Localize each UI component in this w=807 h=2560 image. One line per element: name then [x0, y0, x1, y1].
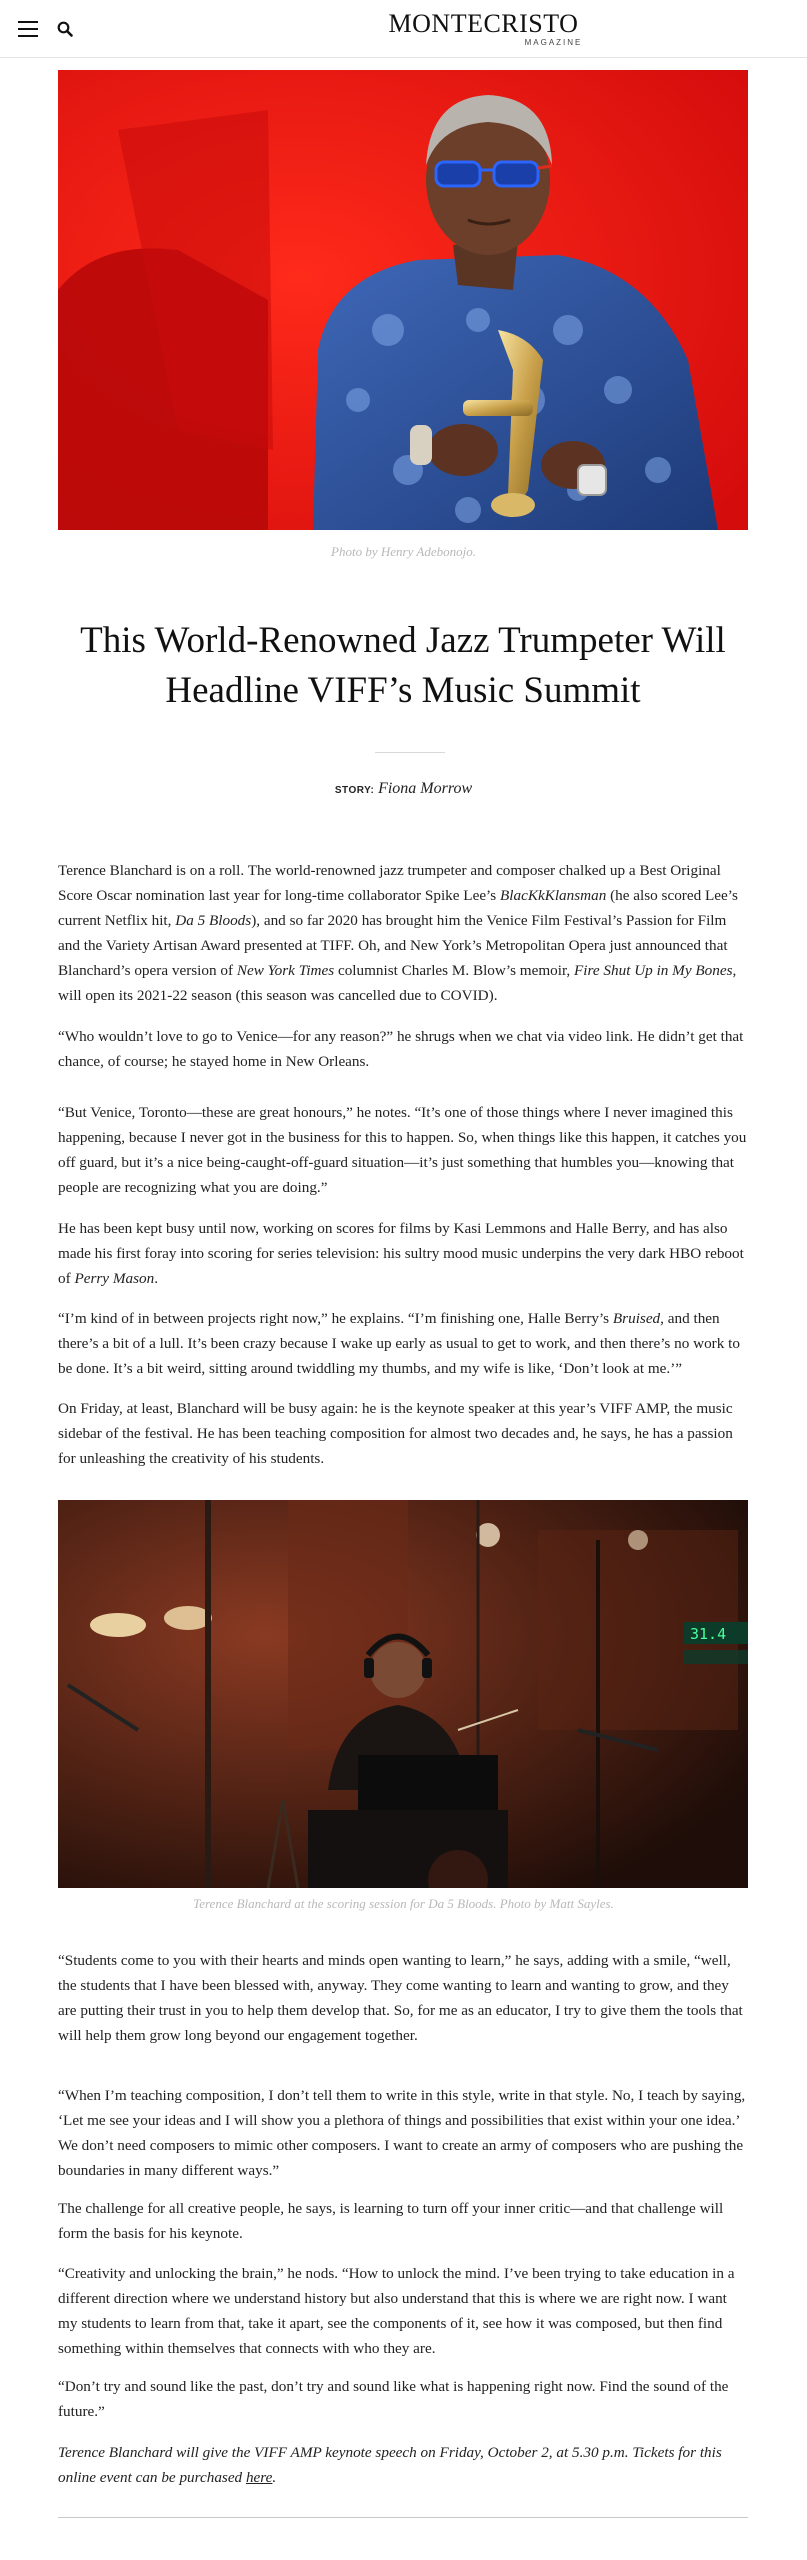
photo2-caption: Terence Blanchard at the scoring session for Da 5 Bloods. Photo by Matt Sayles. [193, 1896, 614, 1911]
hero-image [58, 70, 748, 530]
paragraph-2: “Who wouldn’t love to go to Venice—for any reason?” he shrugs when we chat via video link. He didn’t get that chance, of course; he stayed home in New Orleans. [58, 1028, 744, 1070]
paragraph-6: On Friday, at least, Blanchard will be busy again: he is the keynote speaker at this year’s VIFF AMP, the music sidebar of the festival. He has been teaching composition for almost two decades and, he says, he has a passion for unleashing the creativity of his students. [58, 1400, 733, 1467]
paragraph-4: He has been kept busy until now, working on scores for films by Kasi Lemmons and Halle Berry, and has also made his first foray into scoring for series television: his sultry mood music underpins the very dark HBO reboot of Perry Mason. [58, 1220, 744, 1287]
byline [0, 780, 807, 798]
site-header [0, 0, 807, 58]
studio-display-readout: 31.4 [690, 1625, 727, 1643]
title-divider [375, 752, 445, 753]
bottom-divider [58, 2517, 748, 2518]
logo-subtitle: MAGAZINE [524, 38, 583, 47]
tickets-link[interactable]: here [245, 2469, 273, 2486]
paragraph-3: “But Venice, Toronto—these are great honours,” he notes. “It’s one of those things where I never imagined this happening, because I never got in the business for this to happen. So, when things like this happen, it catches you off guard, but it’s a nice being-caught-off-guard situation—it’s just something that humbles you—knowing that people are recognizing what you are doing.” [58, 1104, 747, 1196]
paragraph-5: “I’m kind of in between projects right now,” he explains. “I’m finishing one, Halle Berry’s Bruised, and then there’s a bit of a lull. It’s been crazy because I wake up early as usual to get to work, and then there’s no work to be done. It’s a bit weird, sitting around twiddling my thumbs, and my wife is like, ‘Don’t look at me.’” [58, 1310, 740, 1377]
author-name[interactable]: Fiona Morrow [378, 780, 473, 797]
paragraph-10: “Creativity and unlocking the brain,” he nods. “How to unlock the mind. I’ve been trying to take education in a different direction where we understand history but also understand that this is where we are right now. I want my students to learn from that, take it apart, see the components of it, see how it was composed, but then find something within themselves that connects with who they are. [58, 2265, 735, 2357]
scoring-session-photo [58, 1500, 748, 1888]
paragraph-1: Terence Blanchard is on a roll. The world-renowned jazz trumpeter and composer chalked up a Best Original Score Oscar nomination last year for long-time collaborator Spike Lee’s BlacKkKlansman (he also scored Lee’s current Netflix hit, Da 5 Bloods), and so far 2020 has brought him the Venice Film Festival’s Passion for Film and the Variety Artisan Award presented at TIFF. Oh, and New York’s Metropolitan Opera just announced that Blanchard’s opera version of New York Times columnist Charles M. Blow’s memoir, Fire Shut Up in My Bones, will open its 2021-22 season (this season was cancelled due to COVID). [58, 862, 738, 1004]
hero-caption: Photo by Henry Adebonojo. [331, 544, 476, 559]
paragraph-11: “Don’t try and sound like the past, don’t try and sound like what is happening right now. Find the sound of the future.” [58, 2378, 729, 2420]
article-title: This World-Renowned Jazz Trumpeter Will Headline VIFF’s Music Summit [80, 620, 726, 711]
paragraph-9: The challenge for all creative people, he says, is learning to turn off your inner critic—and that challenge will form the basis for his keynote. [58, 2200, 724, 2242]
story-label: STORY: [334, 785, 375, 796]
paragraph-12: Terence Blanchard will give the VIFF AMP keynote speech on Friday, October 2, at 5.30 p.m. Tickets for this online event can be purchased here. [58, 2444, 722, 2486]
paragraph-7: “Students come to you with their hearts and minds open wanting to learn,” he says, adding with a smile, “well, the students that I have been blessed with, anyway. They come wanting to learn and wanting to grow, and they are putting their trust in you to help them develop that. So, for me as an educator, I try to give them the tools that will help them grow long beyond our engagement together. [58, 1952, 743, 2044]
logo-wordmark[interactable]: MONTECRISTO [388, 9, 579, 38]
site-logo[interactable] [0, 10, 807, 48]
paragraph-8: “When I’m teaching composition, I don’t tell them to write in this style, write in that style. No, I teach by saying, ‘Let me see your ideas and I will show you a plethora of things and possibilities that exist within your one idea.’ We don’t need composers to mimic other composers. I want to create an army of composers who are pushing the boundaries in many different ways.” [58, 2087, 746, 2179]
